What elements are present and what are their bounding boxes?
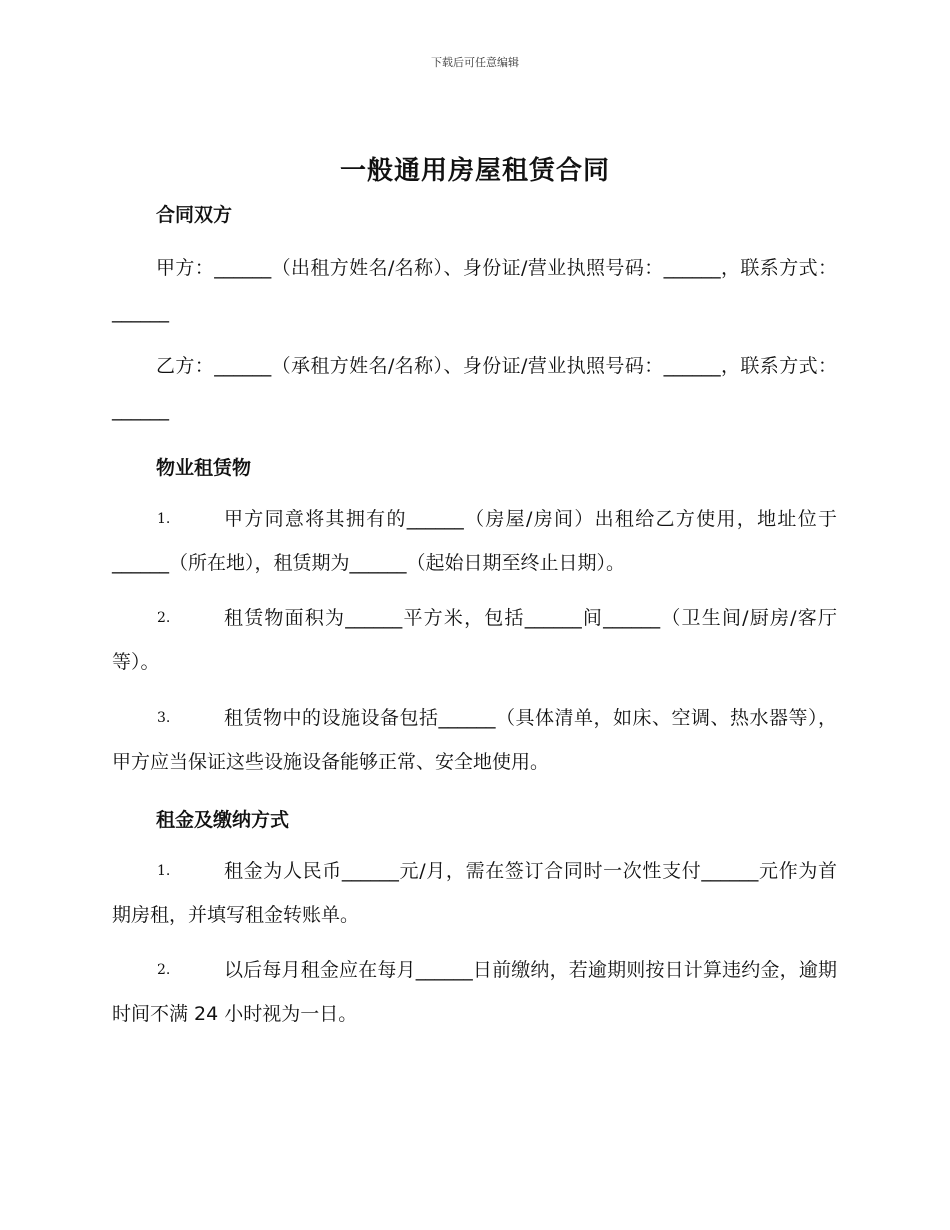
list-item-number: 2. [157, 610, 171, 626]
list-item [112, 849, 837, 937]
list-item-number: 3. [157, 710, 171, 726]
document-title: 一般通用房屋租赁合同 [339, 156, 610, 186]
party-b-paragraph: 乙方：______（承租方姓名/名称）、身份证/营业执照号码：______，联系方式：______ [112, 355, 837, 421]
list-item-text: 租赁物中的设施设备包括______（具体清单，如床、空调、热水器等），甲方应当保证这些设施设备能够正常、安全地使用。 [112, 707, 837, 773]
list-item [112, 596, 837, 684]
header-note: 下载后可任意编辑 [431, 56, 519, 69]
list-item-text: 租赁物面积为______平方米，包括______间______（卫生间/厨房/客厅等）。 [112, 607, 837, 673]
list-item-text: 以后每月租金应在每月______日前缴纳，若逾期则按日计算违约金，逾期时间不满 24 小时视为一日。 [112, 959, 837, 1025]
list-item-number: 1. [157, 863, 171, 879]
section-heading-rent: 租金及缴纳方式 [156, 809, 290, 831]
list-item-number: 2. [157, 962, 171, 978]
section-heading-parties: 合同双方 [156, 204, 233, 226]
list-item [112, 696, 837, 784]
list-item [112, 497, 837, 585]
party-a-paragraph: 甲方：______（出租方姓名/名称）、身份证/营业执照号码：______，联系方式：______ [112, 257, 837, 323]
section-heading-property: 物业租赁物 [156, 457, 252, 479]
list-item [112, 948, 837, 1036]
list-item-number: 1. [157, 511, 171, 527]
list-item-text: 租金为人民币______元/月，需在签订合同时一次性支付______元作为首期房租，并填写租金转账单。 [112, 860, 837, 926]
list-item-text: 甲方同意将其拥有的______（房屋/房间）出租给乙方使用，地址位于______（所在地），租赁期为______（起始日期至终止日期）。 [112, 508, 837, 574]
